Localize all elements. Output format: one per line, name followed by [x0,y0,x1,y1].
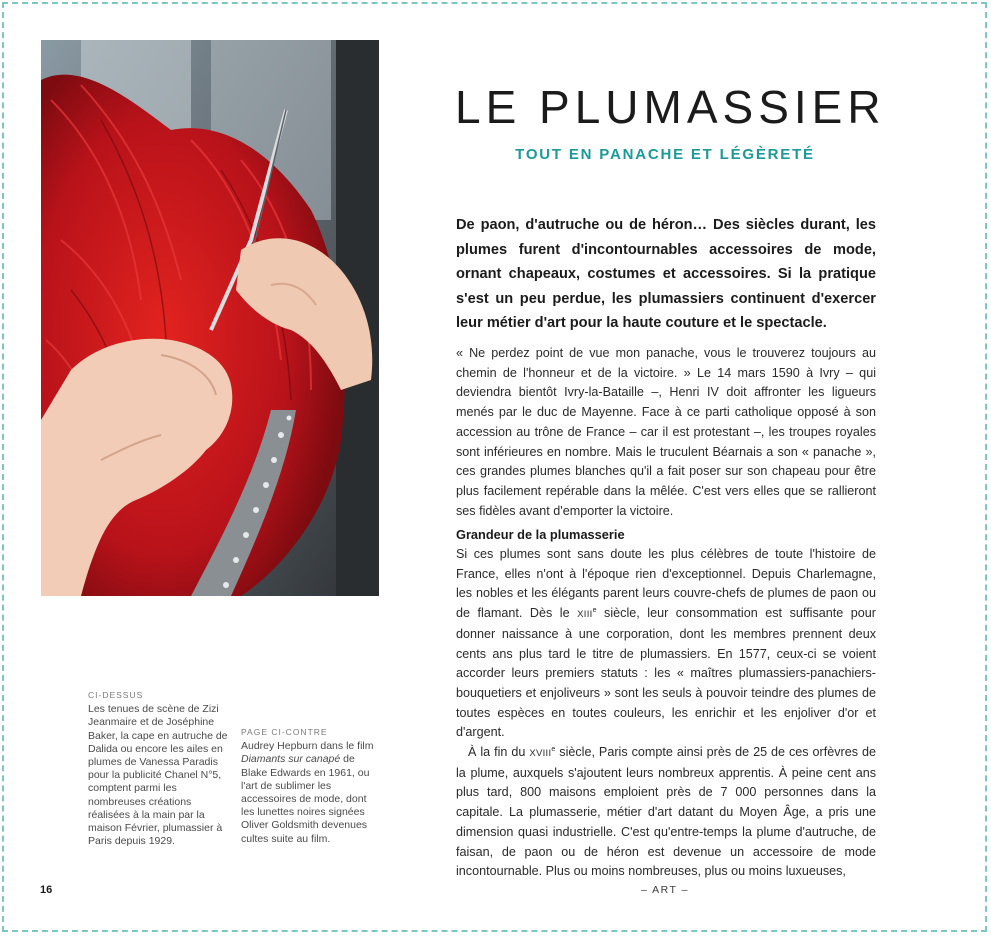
caption-text-end: de Blake Edwards en 1961, ou l'art de sublimer les accessoires de mode, dont les lunettes noires signées Oliver Goldsmith devenues cultes suite au film. [241,753,370,845]
body-paragraph [456,545,876,743]
body-paragraph [456,743,876,882]
caption-text: Les tenues de scène de Zizi Jeanmaire et de Joséphine Baker, la cape en autruche de Dalida ou encore les ailes en plumes de Vanessa Paradis pour la publicité Chanel N°5, comptent parmi les nombreuses créations réalisées à la main par la maison Février, plumassier à Paris depuis 1929. [88,703,228,848]
page-subtitle: TOUT EN PANACHE ET LÉGÈRETÉ [515,146,815,163]
feather-photo [41,40,379,596]
section-heading: Grandeur de la plumasserie [456,527,625,542]
film-title: Diamants sur canapé [241,753,341,766]
caption-photo-above [88,689,228,848]
caption-label: CI-DESSUS [88,690,144,700]
body-paragraph: « Ne perdez point de vue mon panache, vous le trouverez toujours au chemin de l'honneur et de la victoire. » Le 14 mars 1590 à Ivry – qui deviendra bientôt Ivry-la-Bataille –, Henri IV doit affronter les ligueurs menés par le duc de Mayenne. Face à ce parti catholique opposé à son accession au trône de France – car il est protestant –, les troupes royales sont inférieures en nombre. Mais le truculent Béarnais a son « panache », ces grandes plumes blanches qu'il a fait poser sur son chapeau pour être plus facilement repérable dans la mêlée. C'est vers elles que se rallieront ses fidèles avant d'emporter la victoire. [456,346,876,518]
paragraph-text: siècle, leur consommation est suffisante pour donner naissance à une corporation, dont les membres prennent deux cents ans plus tard le titre de plumassiers. En 1577, ceux-ci se voient accorder leurs premiers statuts : les « maîtres plumassiers-panachiers-bouquetiers et enjoliveurs » sont les seuls à pouvoir teindre des plumes de toutes espèces en toutes couleurs, les enrichir et les enjoliver d'or et d'argent. [456,606,876,740]
paragraph-text: siècle, Paris compte ainsi près de 25 de ces orfèvres de la plume, auxquels s'ajoutent leurs nombreux apprentis. À peine cent ans plus tard, 800 maisons emploient près de 7 000 personnes dans la capitale. La plumasserie, métier d'art datant du Moyen Âge, a pris une dimension quasi industrielle. C'est qu'entre-temps la plume d'autruche, de faisan, de paon ou de héron est devenue un accessoire de mode incontournable. Plus ou moins nombreuses, plus ou moins luxueuses, [456,745,876,879]
lead-paragraph: De paon, d'autruche ou de héron… Des siècles durant, les plumes furent d'incontournables accessoires de mode, ornant chapeaux, costumes et accessoires. Si la pratique s'est un peu perdue, les plumassiers continuent d'exercer leur métier d'art pour la haute couture et le spectacle. [456,217,876,331]
caption-opposite-page [241,726,377,846]
paragraph-text: Si ces plumes sont sans doute les plus célèbres de toute l'histoire de France, elles n'ont à l'époque rien d'exceptionnel. Depuis Charlemagne, les nobles et les élégants parent leurs couvre-chefs de plumes de paon ou de flamant. Dès le [456,547,876,621]
century-numeral: XVIII [529,748,552,760]
caption-label: PAGE CI-CONTRE [241,727,328,737]
caption-text-start: Audrey Hepburn dans le film [241,740,374,753]
body-section [456,545,876,882]
running-footer: – ART – [640,884,690,896]
page-number: 16 [40,884,53,896]
century-numeral: XIII [577,609,593,621]
century-suffix: e [592,607,597,615]
feather-photo-illustration [41,40,379,596]
century-suffix: e [551,746,556,754]
paragraph-text: À la fin du [468,745,530,760]
page-title: LE PLUMASSIER [455,81,886,133]
